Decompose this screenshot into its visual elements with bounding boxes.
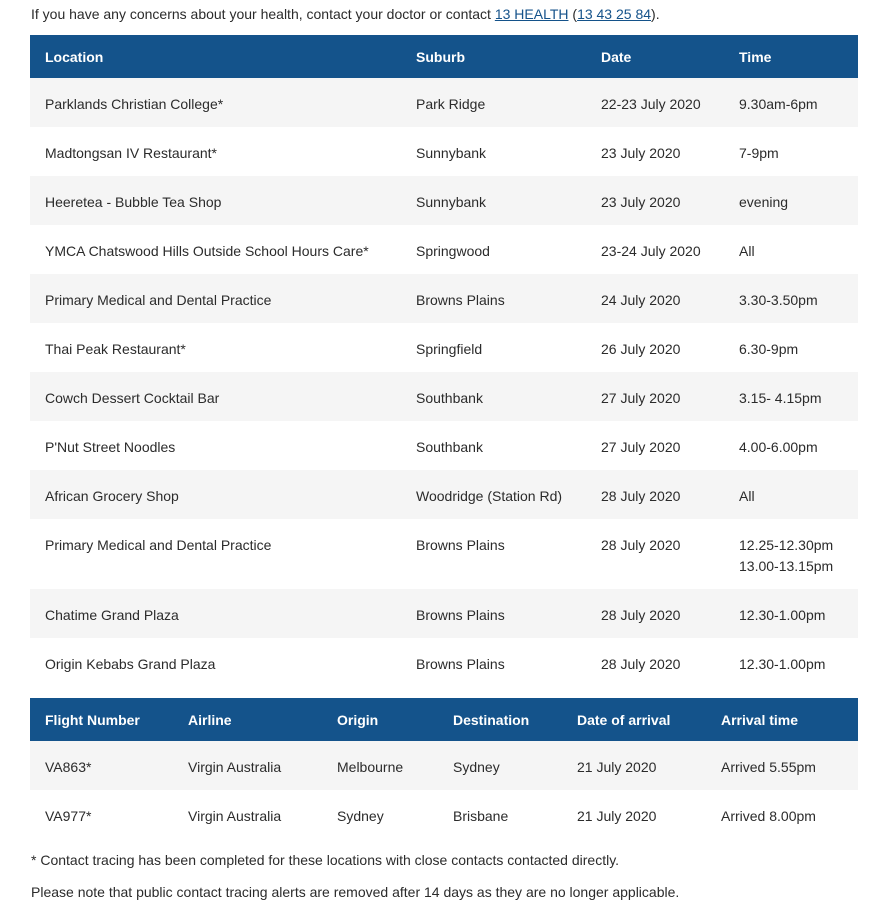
time-cell [724, 589, 858, 638]
arrival-time-cell: Arrived 5.55pm [721, 759, 816, 775]
date-cell: 22-23 July 2020 [601, 96, 701, 112]
location-cell: Primary Medical and Dental Practice [45, 537, 272, 553]
location-cell: Heeretea - Bubble Tea Shop [45, 194, 222, 210]
date-cell: 26 July 2020 [601, 341, 681, 357]
suburb-cell: Southbank [416, 390, 483, 406]
suburb-cell: Woodridge (Station Rd) [416, 488, 563, 504]
flight-row [30, 790, 858, 839]
time-cell [724, 372, 858, 421]
flights-header-row [30, 698, 858, 741]
header-date: Date [586, 35, 724, 78]
time-line: 13.00-13.15pm [739, 558, 834, 574]
header-suburb: Suburb [401, 35, 586, 78]
date-cell: 27 July 2020 [601, 439, 681, 455]
time-line: 9.30am-6pm [739, 96, 818, 112]
location-cell: P'Nut Street Noodles [45, 439, 176, 455]
time-cell [724, 421, 858, 470]
time-line: 12.30-1.00pm [739, 656, 826, 672]
suburb-cell: Browns Plains [416, 292, 505, 308]
time-line: 12.30-1.00pm [739, 607, 826, 623]
suburb-cell: Browns Plains [416, 656, 505, 672]
origin-cell: Melbourne [337, 759, 404, 775]
destination-cell: Brisbane [453, 808, 509, 824]
contact-tracing-note: * Contact tracing has been completed for these locations with close contacts contacted directly. [31, 852, 620, 868]
location-row [30, 589, 858, 638]
date-cell: 28 July 2020 [601, 656, 681, 672]
13-health-phone-link[interactable]: 13 43 25 84 [577, 6, 652, 22]
airline-cell: Virgin Australia [188, 759, 282, 775]
suburb-cell: Springfield [416, 341, 483, 357]
arrival-date-cell: 21 July 2020 [577, 808, 657, 824]
location-cell: Cowch Dessert Cocktail Bar [45, 390, 220, 406]
time-cell [724, 78, 858, 127]
time-cell [724, 638, 858, 687]
intro-text [31, 5, 660, 23]
time-line: 3.15- 4.15pm [739, 390, 822, 406]
location-row [30, 323, 858, 372]
time-line: 4.00-6.00pm [739, 439, 818, 455]
location-row [30, 421, 858, 470]
location-row [30, 274, 858, 323]
location-cell: Parklands Christian College* [45, 96, 224, 112]
suburb-cell: Sunnybank [416, 145, 487, 161]
header-arrival-time: Arrival time [706, 698, 858, 741]
date-cell: 23-24 July 2020 [601, 243, 701, 259]
suburb-cell: Southbank [416, 439, 483, 455]
airline-cell: Virgin Australia [188, 808, 282, 824]
destination-cell: Sydney [453, 759, 500, 775]
locations-table [30, 35, 858, 687]
time-line: All [739, 243, 755, 259]
date-cell: 24 July 2020 [601, 292, 681, 308]
date-cell: 28 July 2020 [601, 537, 681, 553]
time-cell [724, 519, 858, 589]
location-cell: African Grocery Shop [45, 488, 179, 504]
arrival-time-cell: Arrived 8.00pm [721, 808, 816, 824]
header-date-of-arrival: Date of arrival [562, 698, 706, 741]
origin-cell: Sydney [337, 808, 384, 824]
location-row [30, 225, 858, 274]
location-cell: Thai Peak Restaurant* [45, 341, 186, 357]
location-cell: Primary Medical and Dental Practice [45, 292, 272, 308]
header-origin: Origin [322, 698, 438, 741]
flight-number-cell: VA863* [45, 759, 92, 775]
flight-number-cell: VA977* [45, 808, 92, 824]
location-row [30, 372, 858, 421]
intro-between: ( [568, 6, 578, 22]
locations-body [30, 78, 858, 687]
location-cell: Chatime Grand Plaza [45, 607, 179, 623]
intro-after: ). [651, 6, 660, 22]
flights-body [30, 741, 858, 839]
date-cell: 28 July 2020 [601, 607, 681, 623]
location-cell: Origin Kebabs Grand Plaza [45, 656, 216, 672]
time-cell [724, 225, 858, 274]
location-row [30, 638, 858, 687]
location-row [30, 78, 858, 127]
time-line: 6.30-9pm [739, 341, 799, 357]
time-cell [724, 127, 858, 176]
header-location: Location [30, 35, 401, 78]
time-cell [724, 470, 858, 519]
header-time: Time [724, 35, 858, 78]
location-cell: Madtongsan IV Restaurant* [45, 145, 217, 161]
time-line: 7-9pm [739, 145, 779, 161]
header-airline: Airline [173, 698, 322, 741]
suburb-cell: Park Ridge [416, 96, 486, 112]
time-line: 12.25-12.30pm [739, 537, 834, 553]
location-row [30, 127, 858, 176]
time-cell [724, 274, 858, 323]
date-cell: 28 July 2020 [601, 488, 681, 504]
time-line: All [739, 488, 755, 504]
date-cell: 23 July 2020 [601, 145, 681, 161]
header-flight-number: Flight Number [30, 698, 173, 741]
suburb-cell: Springwood [416, 243, 490, 259]
time-line: evening [739, 194, 789, 210]
time-cell [724, 176, 858, 225]
removal-note: Please note that public contact tracing alerts are removed after 14 days as they are no longer applicable. [31, 884, 680, 900]
time-cell [724, 323, 858, 372]
time-line: 3.30-3.50pm [739, 292, 818, 308]
header-destination: Destination [438, 698, 562, 741]
date-cell: 23 July 2020 [601, 194, 681, 210]
intro-text-before: If you have any concerns about your health, contact your doctor or contact [31, 6, 495, 22]
suburb-cell: Sunnybank [416, 194, 487, 210]
suburb-cell: Browns Plains [416, 607, 505, 623]
suburb-cell: Browns Plains [416, 537, 505, 553]
date-cell: 27 July 2020 [601, 390, 681, 406]
flights-table [30, 698, 858, 839]
location-row [30, 470, 858, 519]
locations-header-row [30, 35, 858, 78]
location-row [30, 176, 858, 225]
flight-row [30, 741, 858, 790]
location-row [30, 519, 858, 589]
location-cell: YMCA Chatswood Hills Outside School Hours Care* [45, 243, 369, 259]
arrival-date-cell: 21 July 2020 [577, 759, 657, 775]
13-health-link[interactable]: 13 HEALTH [494, 6, 569, 22]
